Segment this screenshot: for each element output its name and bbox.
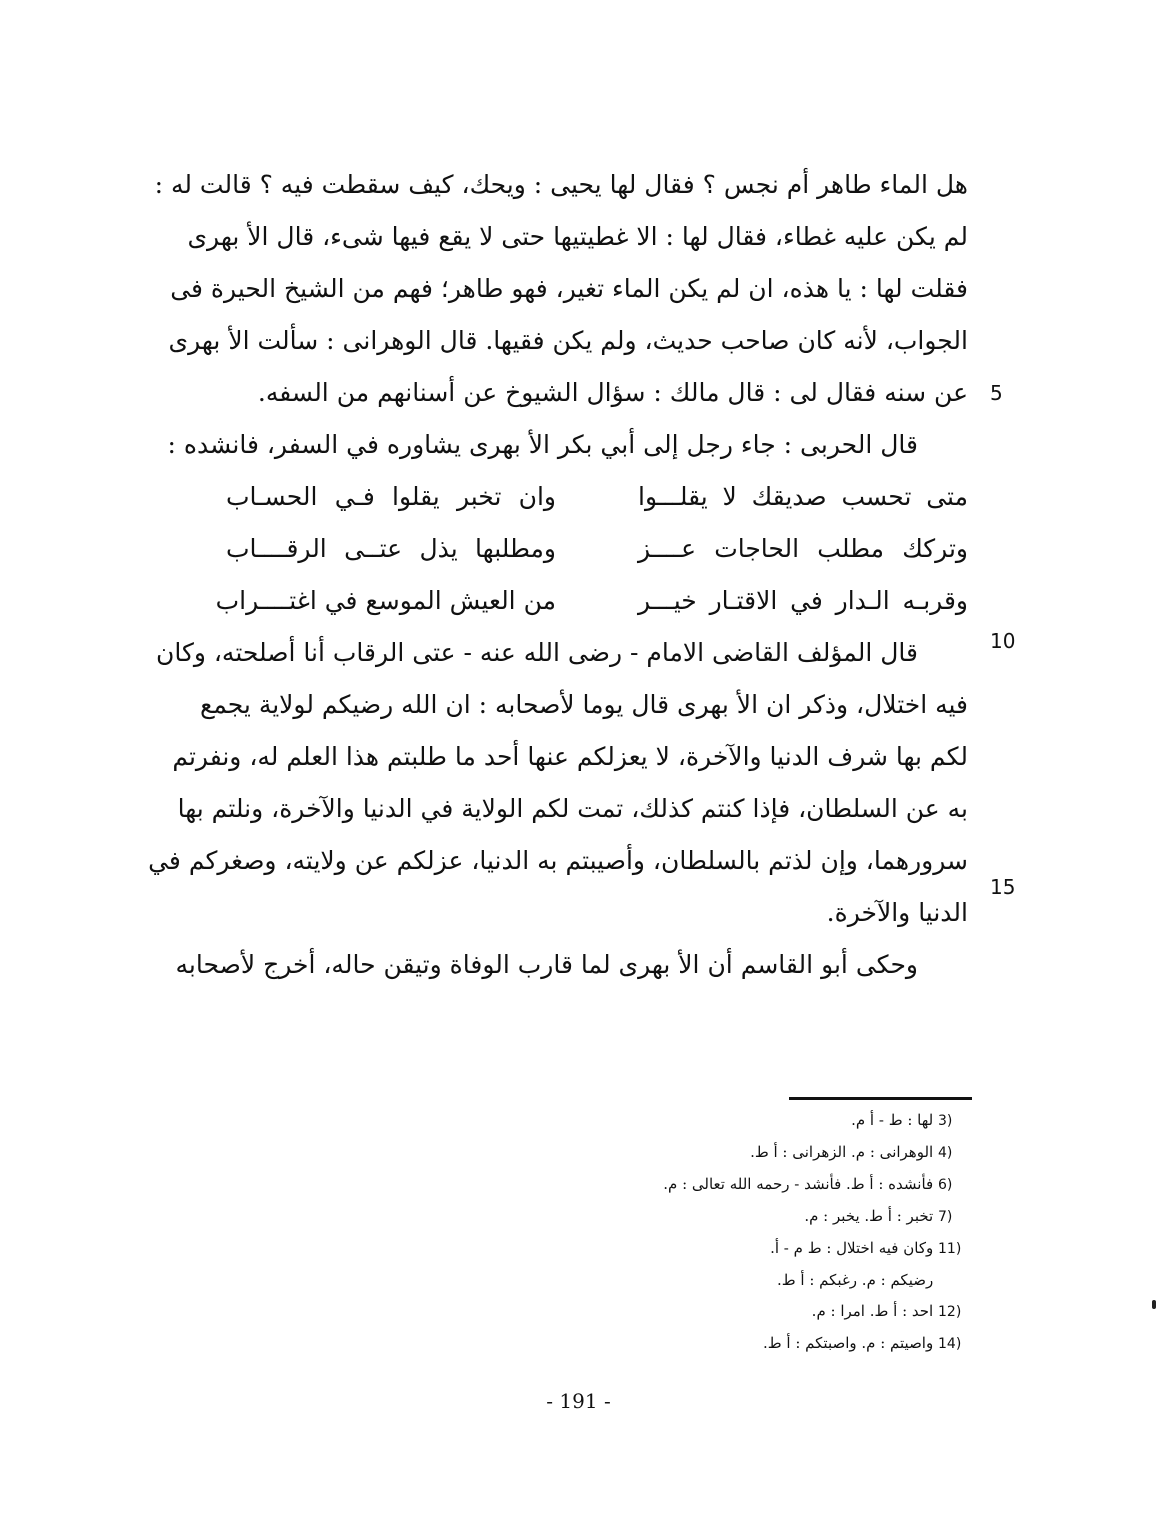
text-line: هل الماء طاهر أم نجس ؟ فقال لها يحيى : ويحك، كيف سقطت فيه ؟ قالت له : xyxy=(154,170,968,199)
text-line: قال المؤلف القاضى الامام - رضى الله عنه - عتى الرقاب أنا أصلحته، وكان xyxy=(155,638,918,667)
footnote xyxy=(414,1265,974,1296)
text-line: به عن السلطان، فإذا كنتم كذلك، تمت لكم الولاية في الدنيا والآخرة، ونلتم بها xyxy=(177,794,968,823)
line-number: 10 xyxy=(990,629,1016,653)
text-line: عن سنه فقال لى : قال مالك : سؤال الشيوخ عن أسنانهم من السفه. xyxy=(257,378,968,407)
footnotes xyxy=(414,1105,974,1360)
verse-first-hemistich: وتركك مطلب الحاجات عــــز xyxy=(638,534,968,563)
text-line: لم يكن عليه غطاء، فقال لها : الا غطيتيها حتى لا يقع فيها شىء، قال الأ بهرى xyxy=(187,222,968,251)
text-line: لكم بها شرف الدنيا والآخرة، لا يعزلكم عنها أحد ما طلبتم هذا العلم له، ونفرتم xyxy=(172,742,968,771)
text-line: الدنيا والآخرة. xyxy=(826,898,968,927)
footnote xyxy=(414,1233,974,1265)
footnote-number: 11) xyxy=(938,1241,962,1257)
footnote-text: فأنشده : أ ط. فأنشد - رحمه الله تعالى : م. xyxy=(663,1175,934,1193)
footnote-number: 6) xyxy=(938,1177,953,1193)
footnote xyxy=(414,1201,974,1233)
line-number: 5 xyxy=(990,381,1003,405)
footnote-text: الوهرانى : م. الزهرانى : أ ط. xyxy=(750,1143,934,1161)
footnote xyxy=(414,1105,974,1137)
footnote-number: 4) xyxy=(938,1145,953,1161)
verse-first-hemistich: وقربـه الـدار في الاقتـار خيـــر xyxy=(638,586,968,615)
footnote-number: 14) xyxy=(938,1336,962,1352)
footnote-text: وكان فيه اختلال : ط م - أ. xyxy=(770,1239,934,1257)
text-line: فيه اختلال، وذكر ان الأ بهرى قال يوما لأصحابه : ان الله رضيكم لولاية يجمع xyxy=(200,690,968,719)
footnote xyxy=(414,1169,974,1201)
text-line: قال الحربى : جاء رجل إلى أبي بكر الأ بهرى يشاوره في السفر، فانشده : xyxy=(167,430,918,459)
footnote-text: رضيكم : م. رغبكم : أ ط. xyxy=(776,1271,934,1289)
scan-artifact xyxy=(1152,1300,1156,1309)
verse-second-hemistich: وان تخبر يقلوا فـي الحسـاب xyxy=(226,482,556,511)
verse-line xyxy=(226,472,968,522)
verse-first-hemistich: متى تحسب صديقك لا يقلـــوا xyxy=(638,482,968,511)
footnote xyxy=(414,1296,974,1328)
page-number: - 191 - xyxy=(546,1389,611,1413)
text-line: فقلت لها : يا هذه، ان لم يكن الماء تغير، فهو طاهر؛ فهم من الشيخ الحيرة فى xyxy=(170,274,968,303)
verse-line xyxy=(226,524,968,574)
footnote-separator xyxy=(789,1097,972,1100)
footnote-text: احد : أ ط. امرا : م. xyxy=(811,1302,934,1320)
footnote-text: تخبر : أ ط. يخبر : م. xyxy=(804,1207,934,1225)
text-line: وحكى أبو القاسم أن الأ بهرى لما قارب الوفاة وتيقن حاله، أخرج لأصحابه xyxy=(175,950,918,979)
footnote-number: 7) xyxy=(938,1209,953,1225)
footnote-text: لها : ط - أ م. xyxy=(851,1111,934,1129)
text-line: سرورهما، وإن لذتم بالسلطان، وأصيبتم به الدنيا، عزلكم عن ولايته، وصغركم في xyxy=(148,846,968,875)
footnote-text: واصيتم : م. واصبتكم : أ ط. xyxy=(762,1334,934,1352)
footnote xyxy=(414,1328,974,1360)
footnote-number: 12) xyxy=(938,1304,962,1320)
verse-second-hemistich: ومطلبها يذل عتــى الرقــــاب xyxy=(226,534,556,563)
text-line: الجواب، لأنه كان صاحب حديث، ولم يكن فقيها. قال الوهرانى : سألت الأ بهرى xyxy=(168,326,968,355)
footnote xyxy=(414,1137,974,1169)
line-number: 15 xyxy=(990,875,1016,899)
verse-second-hemistich: من العيش الموسع في اغتــــراب xyxy=(215,586,556,615)
footnote-number: 3) xyxy=(938,1113,953,1129)
verse-line xyxy=(215,576,968,626)
